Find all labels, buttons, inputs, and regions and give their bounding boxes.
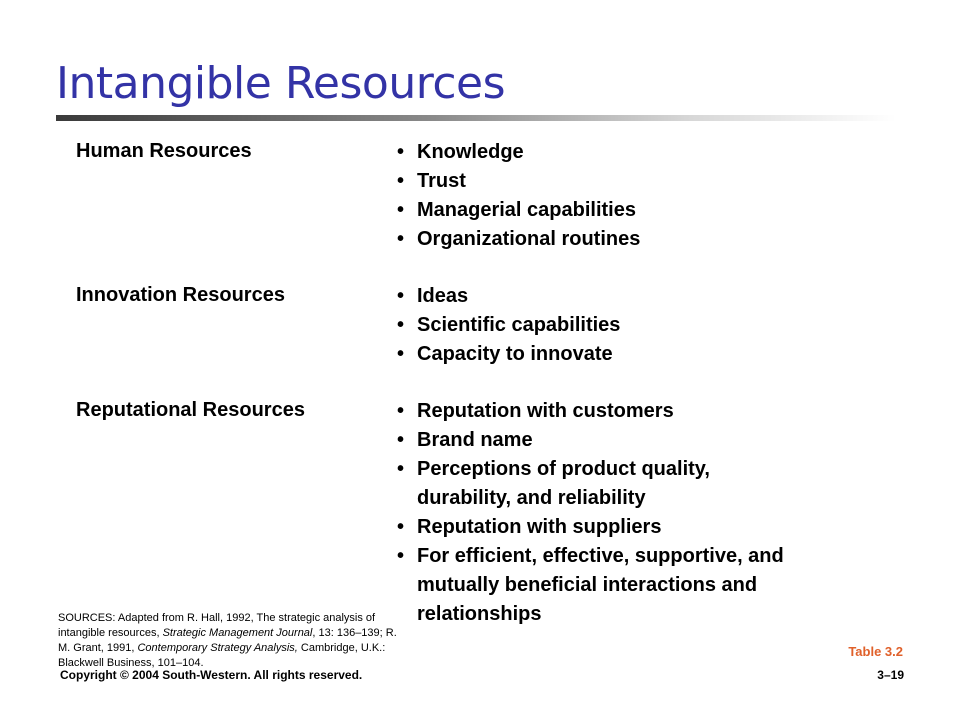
list-item-text: Brand name (417, 429, 533, 451)
sources-note (58, 611, 403, 671)
bullet-icon: • (397, 545, 405, 567)
bullet-icon: • (397, 170, 405, 192)
copyright-notice: Copyright © 2004 South-Western. All rights reserved. (60, 668, 363, 682)
section-label-reputational: Reputational Resources (76, 399, 305, 421)
list-item (397, 542, 897, 629)
table-reference: Table 3.2 (848, 644, 903, 659)
list-item-text: Knowledge (417, 141, 524, 163)
list-item (397, 196, 897, 225)
sources-text: SOURCES: Adapted from R. Hall, 1992, The strategic analysis of intangible resources, (58, 612, 376, 639)
list-item (397, 225, 897, 254)
bullet-icon: • (397, 429, 405, 451)
bullet-icon: • (397, 285, 405, 307)
list-item (397, 397, 897, 426)
list-item (397, 426, 897, 455)
bullet-icon: • (397, 141, 405, 163)
sources-book: Contemporary Strategy Analysis, (137, 642, 298, 654)
sources-journal: Strategic Management Journal (162, 627, 313, 639)
list-item (397, 455, 897, 513)
list-item-text: Capacity to innovate (417, 343, 613, 365)
list-item (397, 311, 897, 340)
list-item-text: Ideas (417, 285, 469, 307)
list-item (397, 340, 897, 369)
list-item (397, 282, 897, 311)
list-item-text: For efficient, effective, supportive, and mutually beneficial interactions and relationships (417, 545, 784, 625)
bullet-icon: • (397, 314, 405, 336)
bullet-icon: • (397, 458, 405, 480)
sources-text: , 13: 136–139; R. M. Grant, 1991, (58, 627, 397, 654)
page-number: 3–19 (877, 668, 904, 682)
section-label-innovation: Innovation Resources (76, 284, 285, 306)
bullet-icon: • (397, 516, 405, 538)
list-item-text: Organizational routines (417, 228, 641, 250)
section-label-human: Human Resources (76, 140, 252, 162)
list-item-text: Reputation with customers (417, 400, 674, 422)
bullet-list-human (397, 138, 897, 254)
list-item-text: Reputation with suppliers (417, 516, 662, 538)
list-item (397, 167, 897, 196)
list-item-text: Managerial capabilities (417, 199, 636, 221)
slide-title: Intangible Resources (56, 58, 506, 109)
bullet-icon: • (397, 343, 405, 365)
list-item (397, 138, 897, 167)
bullet-list-innovation (397, 282, 897, 369)
bullet-icon: • (397, 199, 405, 221)
list-item (397, 513, 897, 542)
bullet-icon: • (397, 400, 405, 422)
bullet-list-reputational (397, 397, 897, 629)
list-item-text: Perceptions of product quality, durability, and reliability (417, 458, 710, 509)
list-item-text: Trust (417, 170, 466, 192)
list-item-text: Scientific capabilities (417, 314, 621, 336)
bullet-icon: • (397, 228, 405, 250)
title-divider (56, 115, 896, 121)
sources-text: Cambridge, U.K.: Blackwell Business, 101–104. (58, 642, 386, 669)
